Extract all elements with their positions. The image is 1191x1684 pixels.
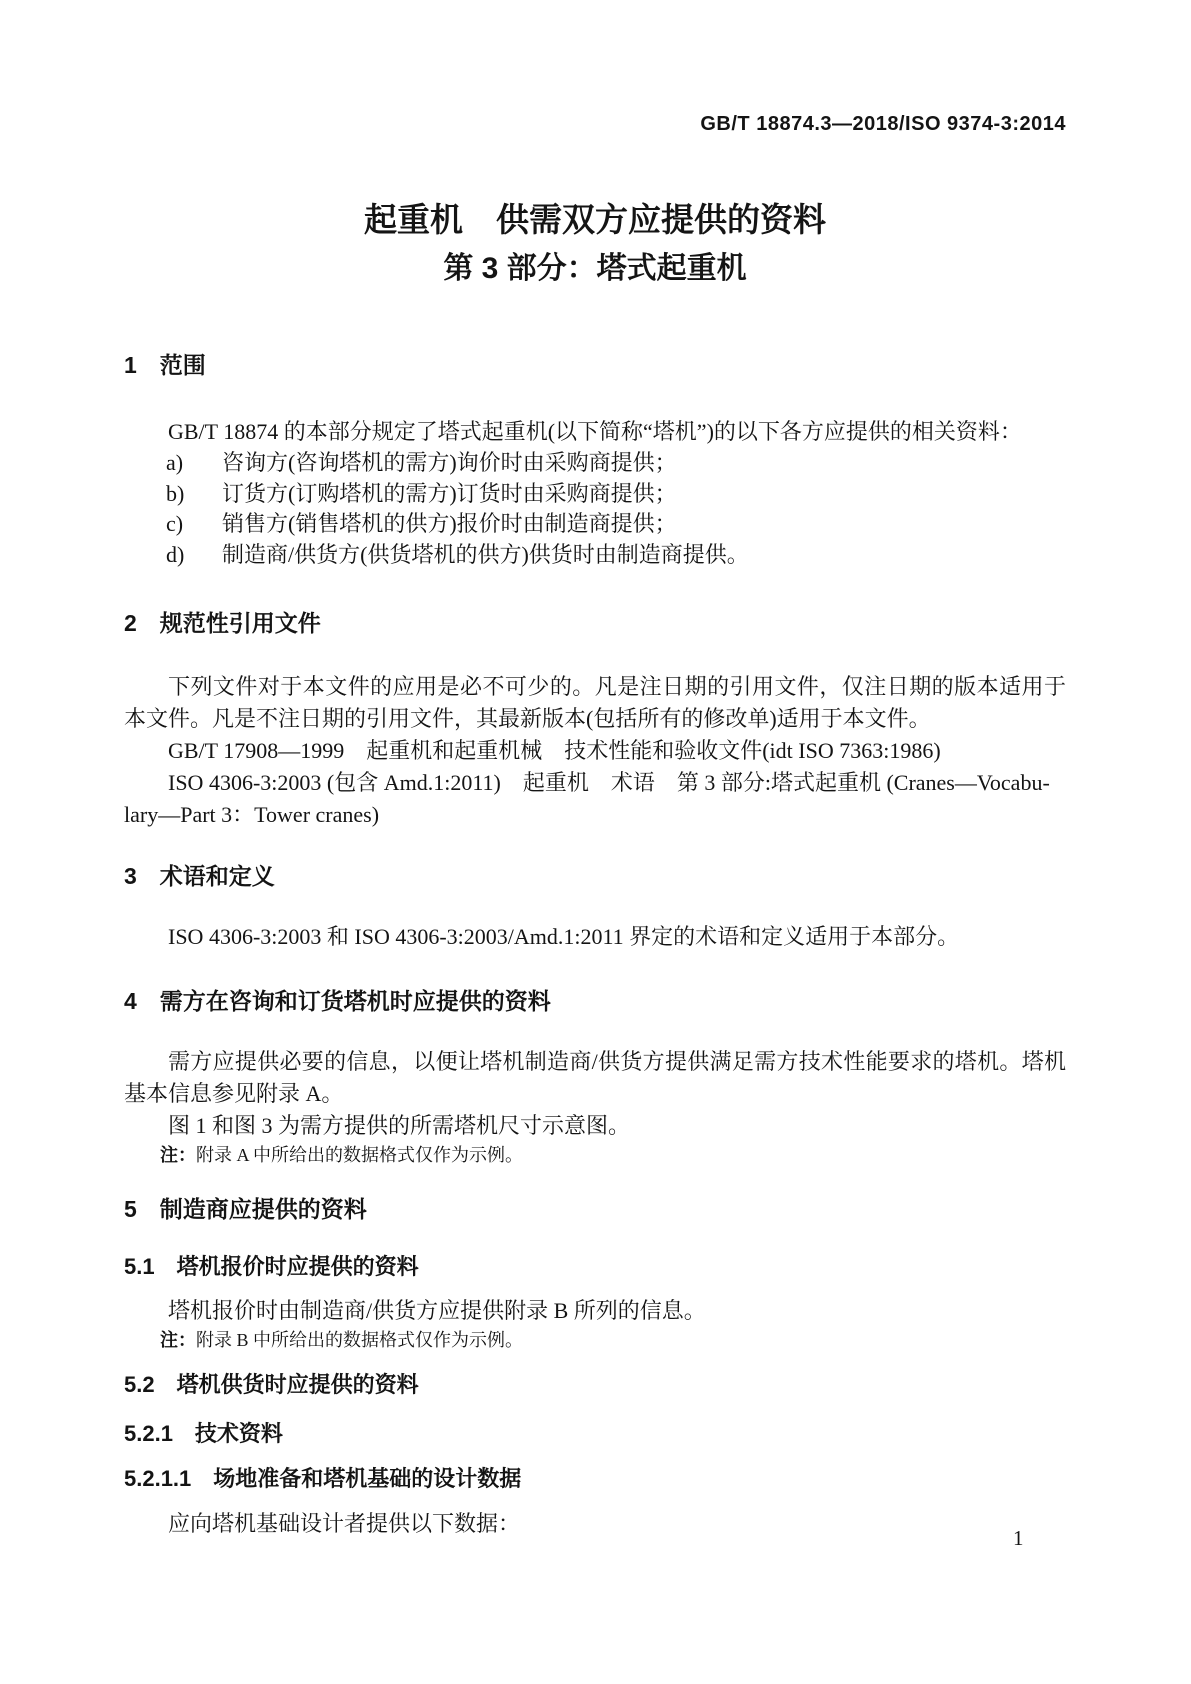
section-5-2-1-heading: 5.2.1 技术资料 [124,1421,283,1446]
section-5-1-paragraph: 塔机报价时由制造商/供货方应提供附录 B 所列的信息。 [168,1298,706,1323]
reference-entry: GB/T 17908—1999 起重机和起重机械 技术性能和验收文件(idt ISO 7363:1986) [168,738,941,763]
doc-title-line2: 第 3 部分：塔式起重机 [443,252,747,285]
section-4-heading: 4 需方在咨询和订货塔机时应提供的资料 [124,988,551,1014]
list-item [124,509,1066,540]
section-5-2-1-1-heading: 5.2.1.1 场地准备和塔机基础的设计数据 [124,1466,522,1491]
list-item-text: 制造商/供货方(供货塔机的供方)供货时由制造商提供。 [222,541,749,567]
section-3-heading: 3 术语和定义 [124,863,275,889]
reference-entry: ISO 4306-3:2003 (包含 Amd.1:2011) 起重机 术语 第 3 部分:塔式起重机 (Cranes—Vocabu- [168,770,1050,795]
note-text: 附录 B 中所给出的数据格式仅作为示例。 [196,1330,524,1350]
section-5-1-note [124,1327,1066,1353]
list-item-text: 订货方(订购塔机的需方)订货时由采购商提供； [222,480,677,506]
section-4-note [124,1142,1066,1168]
section-2-intro: 下列文件对于本文件的应用是必不可少的。凡是注日期的引用文件，仅注日期的版本适用于本文件。凡是不注日期的引用文件，其最新版本(包括所有的修改单)适用于本文件。 [124,674,1066,731]
section-1-list [124,448,1066,570]
note-label: 注： [160,1145,196,1165]
section-1-intro: GB/T 18874 的本部分规定了塔式起重机(以下简称“塔机”)的以下各方应提供的相关资料： [168,419,1022,444]
section-5-2-heading: 5.2 塔机供货时应提供的资料 [124,1372,419,1397]
list-item-text: 销售方(销售塔机的供方)报价时由制造商提供； [222,511,677,536]
list-item [124,448,1066,479]
section-1-heading: 1 范围 [124,352,206,378]
section-3-body: ISO 4306-3:2003 和 ISO 4306-3:2003/Amd.1:2011 界定的术语和定义适用于本部分。 [168,924,960,949]
list-item [124,479,1066,510]
section-4-paragraph: 图 1 和图 3 为需方提供的所需塔机尺寸示意图。 [168,1113,631,1138]
section-5-heading: 5 制造商应提供的资料 [124,1196,367,1222]
note-label: 注： [160,1330,196,1350]
note-text: 附录 A 中所给出的数据格式仅作为示例。 [196,1145,524,1165]
page-number: 1 [1013,1526,1024,1550]
reference-entry-continuation: lary—Part 3：Tower cranes) [124,802,380,827]
list-item-label: c) [166,511,184,536]
list-item-label: d) [166,541,185,567]
section-2-heading: 2 规范性引用文件 [124,610,321,636]
doc-title-line1: 起重机 供需双方应提供的资料 [364,201,826,238]
section-5-2-1-1-paragraph: 应向塔机基础设计者提供以下数据： [168,1511,521,1536]
section-5-1-heading: 5.1 塔机报价时应提供的资料 [124,1254,419,1279]
list-item [124,540,1066,571]
section-4-paragraph: 需方应提供必要的信息，以便让塔机制造商/供货方提供满足需方技术性能要求的塔机。塔机基本信息参见附录 A。 [124,1049,1066,1106]
standard-number-header: GB/T 18874.3—2018/ISO 9374-3:2014 [700,113,1066,135]
list-item-label: a) [166,450,184,475]
list-item-label: b) [166,480,185,506]
list-item-text: 咨询方(咨询塔机的需方)询价时由采购商提供； [222,450,677,475]
